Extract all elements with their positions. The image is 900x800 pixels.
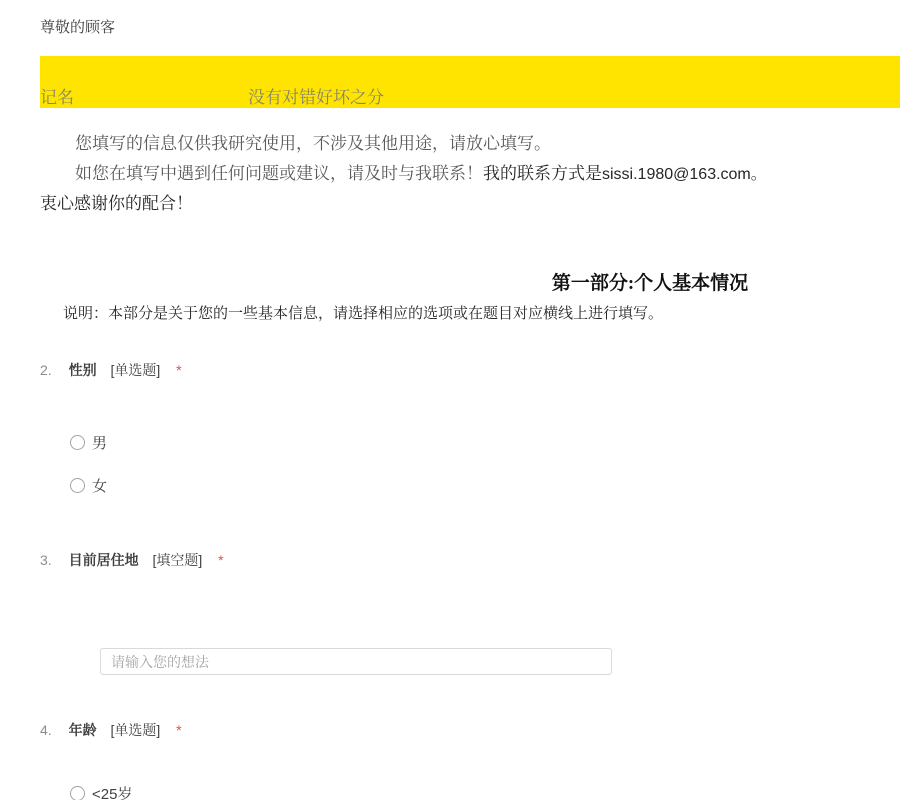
option-age-under25[interactable]: [70, 784, 132, 800]
question-gender-title: [40, 360, 182, 380]
highlighted-notice-bar: [40, 56, 900, 108]
required-asterisk: *: [218, 552, 224, 568]
radio-button-female[interactable]: [70, 478, 85, 493]
question-type-badge: [单选题]: [110, 362, 161, 378]
radio-button-male[interactable]: [70, 435, 85, 450]
highlight-right-text: 没有对错好坏之分: [248, 88, 384, 107]
question-residence-title: [40, 550, 224, 570]
question-number: 4.: [40, 722, 52, 738]
survey-page: [40, 0, 900, 800]
required-asterisk: *: [176, 362, 182, 378]
option-label[interactable]: 女: [92, 477, 108, 495]
option-male[interactable]: [70, 433, 107, 451]
intro-contact-gray: 如您在填写中遇到任何问题或建议，请及时与我联系！: [75, 164, 483, 183]
intro-line-privacy: 您填写的信息仅供我研究使用，不涉及其他用途，请放心填写。: [75, 134, 551, 153]
radio-button-age-under25[interactable]: [70, 786, 85, 800]
residence-text-input[interactable]: [100, 648, 612, 675]
question-title: 目前居住地: [68, 552, 139, 568]
section-title: 第一部分:个人基本情况: [551, 273, 749, 294]
intro-contact-black: 我的联系方式是: [483, 164, 602, 183]
question-type-badge: [单选题]: [110, 722, 161, 738]
highlight-text-line: [40, 83, 900, 105]
question-number: 3.: [40, 552, 52, 568]
question-title: 性别: [68, 362, 97, 378]
required-asterisk: *: [176, 722, 182, 738]
question-number: 2.: [40, 362, 52, 378]
option-label[interactable]: <25岁: [92, 785, 133, 800]
option-female[interactable]: [70, 476, 107, 494]
greeting-text: 尊敬的顾客: [40, 19, 116, 36]
intro-line-thanks: 衷心感谢你的配合！: [40, 194, 193, 213]
question-title: 年龄: [68, 722, 97, 738]
highlight-left-text: 记名: [40, 88, 74, 107]
contact-email: sissi.1980@163.com。: [602, 166, 767, 183]
option-label[interactable]: 男: [92, 434, 108, 452]
intro-line-contact: [75, 159, 767, 184]
question-age-title: [40, 720, 182, 740]
section-instruction: 说明：本部分是关于您的一些基本信息，请选择相应的选项或在题目对应横线上进行填写。: [63, 306, 664, 322]
question-type-badge: [填空题]: [152, 552, 203, 568]
